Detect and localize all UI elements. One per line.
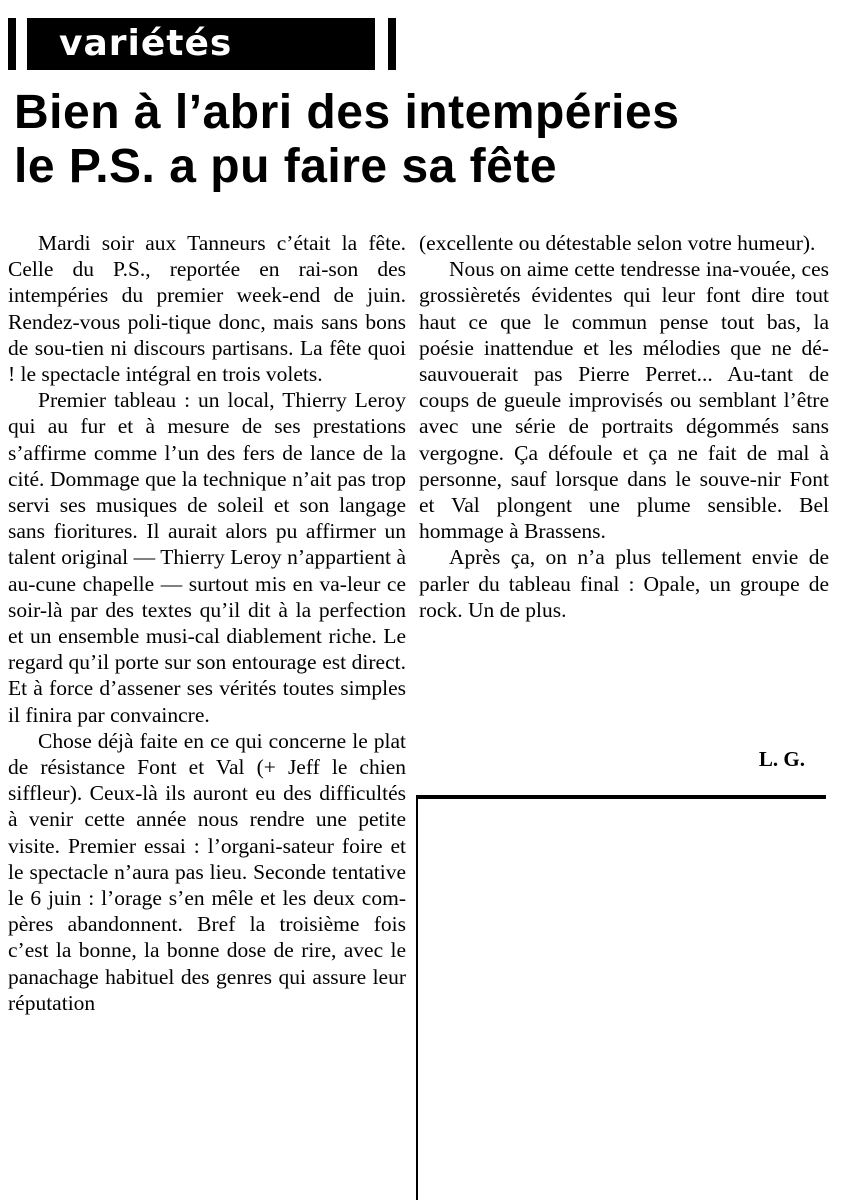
article-column-right xyxy=(419,230,829,623)
paragraph-5: Après ça, on n’a plus tellement envie de parler du tableau final : Opale, un groupe de rock. Un de plus. xyxy=(419,545,829,622)
section-rubric-label: variétés xyxy=(59,23,233,64)
paragraph-1: Mardi soir aux Tanneurs c’était la fête. Celle du P.S., reportée en rai-son des intempéries du premier week-end de juin. Rendez-vous poli-tique donc, mais sans bons de sou-tien ni discours partisans. La fête quoi ! le spectacle intégral en trois volets. xyxy=(8,231,406,387)
paragraph-3: Chose déjà faite en ce qui concerne le plat de résistance Font et Val (+ Jeff le chien siffleur). Ceux-là ils auront eu des difficultés à venir cette année nous rendre une petite visite. Premier essai : l’organi-sateur foire et le spectacle n’aura pas lieu. Seconde tentative le 6 juin : l’orage s’en mêle et les deux com-pères abandonnent. Bref la troisième fois c’est la bonne, la bonne dose de rire, avec le panachage habituel des genres qui assure leur réputation xyxy=(8,728,406,1015)
headline-line-2: le P.S. a pu faire sa fête xyxy=(14,140,558,193)
paragraph-3-continued: (excellente ou détestable selon votre humeur). xyxy=(419,231,816,255)
divider-horizontal xyxy=(416,795,826,799)
rubric-bar-left xyxy=(8,18,16,70)
headline-line-1: Bien à l’abri des intempéries xyxy=(14,86,680,139)
headline xyxy=(14,86,844,194)
rubric-bar-right xyxy=(388,18,396,70)
divider-vertical xyxy=(416,795,418,1200)
author-signature: L. G. xyxy=(758,747,805,771)
article-column-left xyxy=(8,230,406,1016)
paragraph-4: Nous on aime cette tendresse ina-vouée, ces grossièretés évidentes qui leur font dire tout haut ce que le commun pense tout bas, la poésie inattendue et les mélodies que ne dé-sauvouerait pas Pierre Perret... Au-tant de coups de gueule improvisés ou semblant l’être avec une série de portraits dégommés sans vergogne. Ça défoule et ça ne fait de mal à personne, sauf lorsque dans le souve-nir Font et Val plongent une plume sensible. Bel hommage à Brassens. xyxy=(419,257,829,544)
paragraph-2: Premier tableau : un local, Thierry Leroy qui au fur et à mesure de ses prestations s’affirme comme l’un des fers de lance de la cité. Dommage que la technique n’ait pas trop servi ses musiques de soleil et son langage sans fioritures. Il aurait alors pu affirmer un talent original — Thierry Leroy n’appartient à au-cune chapelle — surtout mis en va-leur ce soir-là par des textes qu’il dit à la perfection et un ensemble musi-cal diablement riche. Le regard qu’il porte sur son entourage est direct. Et à force d’assener ses vérités toutes simples il finira par convaincre. xyxy=(8,388,406,727)
section-rubric xyxy=(27,18,375,70)
